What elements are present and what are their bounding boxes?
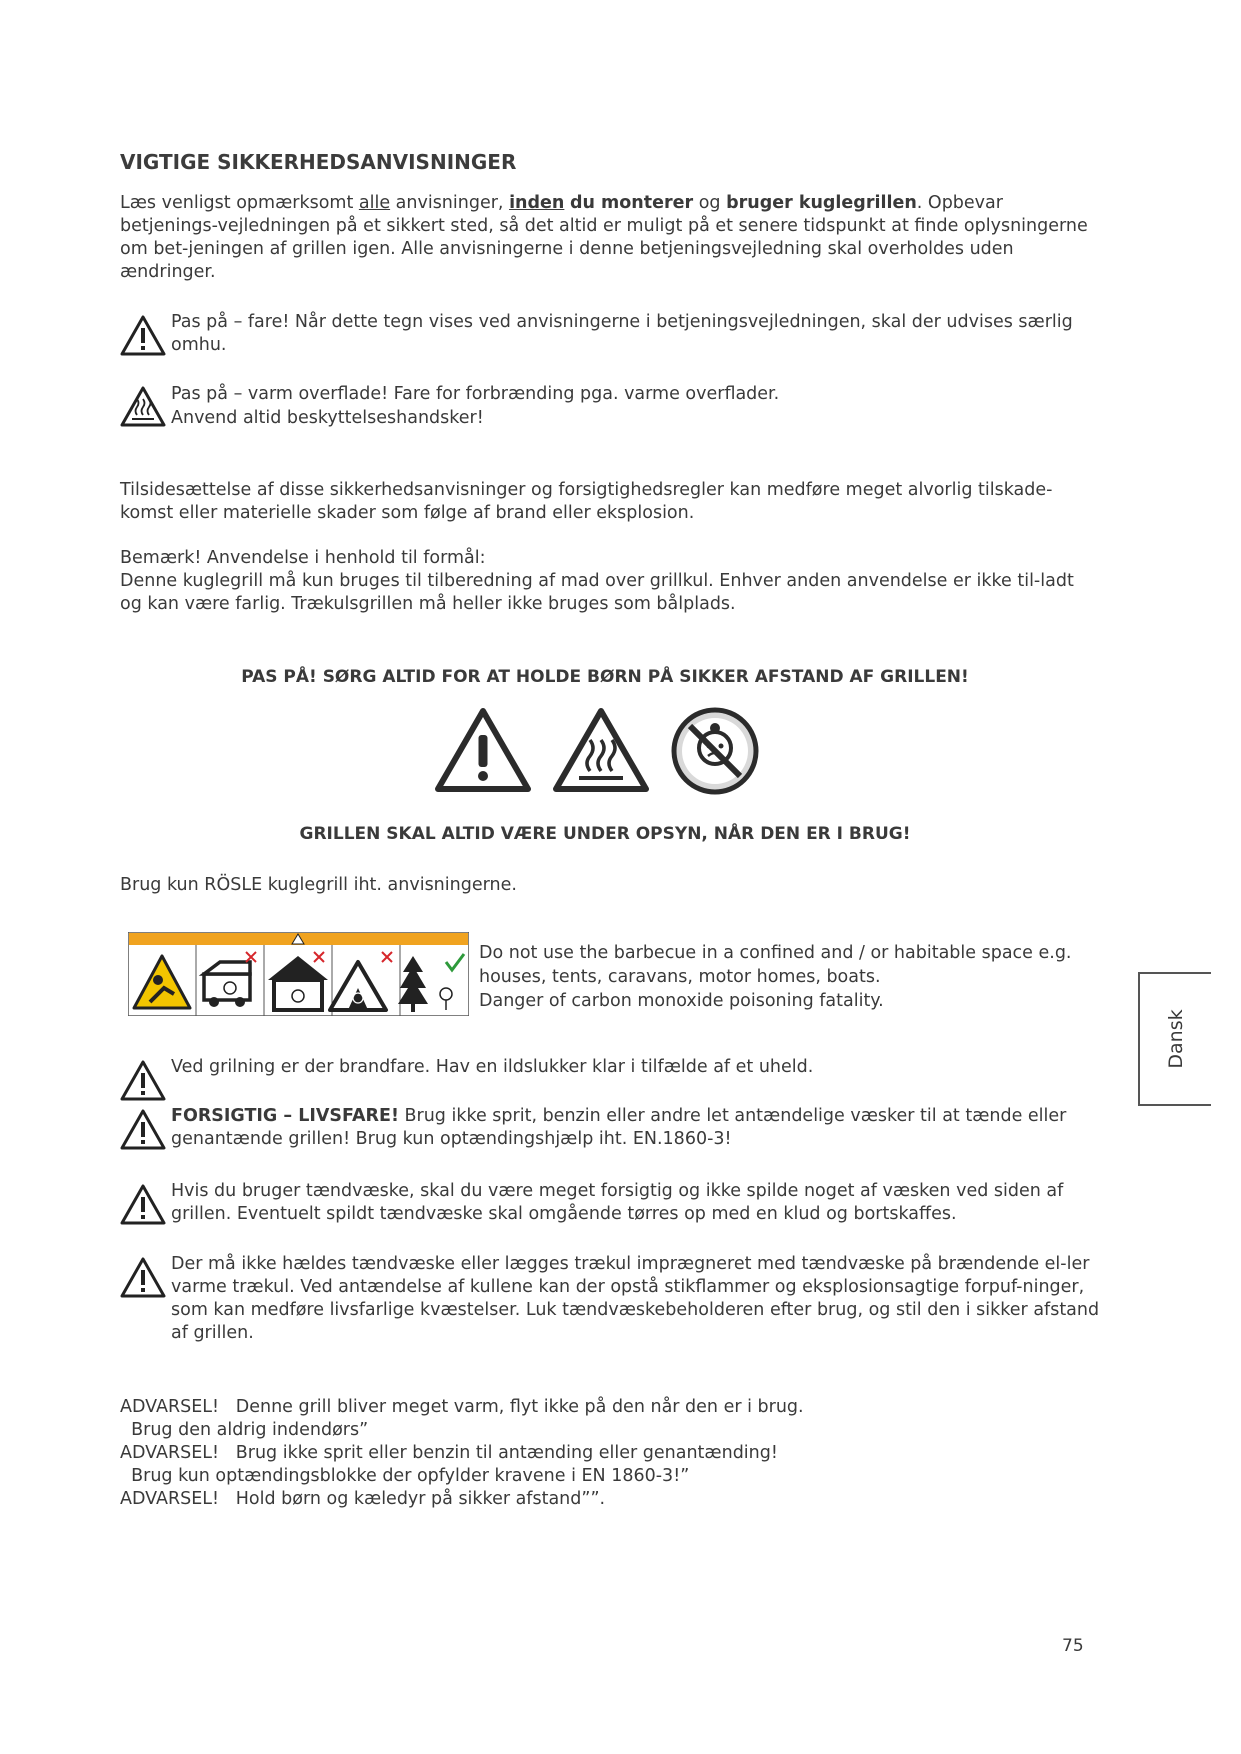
warning-line: Brug kun optændingsblokke der opfylder kravene i EN 1860-3!” — [120, 1466, 690, 1486]
warning-line: ADVARSEL! Hold børn og kæledyr på sikker afstand””. — [120, 1489, 606, 1509]
warning-triangle-icon — [120, 1108, 166, 1150]
warnings-block — [120, 1396, 1100, 1511]
hot-surface-icon — [120, 385, 166, 427]
no-indoor-use-icon — [128, 932, 469, 1016]
warning-triangle-icon — [433, 705, 533, 795]
page-title: VIGTIGE SIKKERHEDSANVISNINGER — [120, 150, 517, 174]
warning-triangle-icon — [120, 314, 166, 356]
page-number: 75 — [1062, 1636, 1084, 1656]
no-children-icon — [670, 706, 760, 796]
note-lighter-fluid: Hvis du bruger tændvæske, skal du være meget forsigtig og ikke spilde noget af væsken ved siden af grillen. Eventuelt spildt tændvæske skal omgående tørres op med en klud og bortskaffes. — [120, 1180, 1100, 1232]
warning-line: ADVARSEL! Brug ikke sprit eller benzin til antænding eller genantænding! — [120, 1443, 778, 1463]
neglect-paragraph: Tilsidesættelse af disse sikkerhedsanvisninger og forsigtighedsregler kan medføre meget alvorlig tilskade-komst eller materielle skader som følge af brand eller eksplosion. — [120, 480, 1053, 523]
note-no-pour: Der må ikke hældes tændvæske eller lægges trækul imprægneret med tændvæske på brændende el-ler varme trækul. Ved antændelse af kullene kan der opstå stikflammer og eksplosionsagtige forpuf-ninger, som kan medføre livsfarlige kvæstelser. Luk tændvæskebeholderen efter brug, og stil den i sikker afstand af grillen. — [120, 1253, 1100, 1353]
note-fire: Ved grilning er der brandfare. Hav en ildslukker klar i tilfælde af et uheld. — [120, 1056, 1100, 1100]
note-danger: Pas på – fare! Når dette tegn vises ved anvisningerne i betjeningsvejledningen, skal der udvises særlig omhu. — [120, 311, 1100, 363]
warning-triangle-icon — [120, 1183, 166, 1225]
intro-paragraph: Læs venligst opmærksomt alle anvisninger, inden du monterer og bruger kuglegrillen. Opbevar betjenings-vejledningen på et sikkert sted, så det altid er muligt på et senere tidspunkt at finde oplysningerne om bet-jeningen af grillen igen. Alle anvisningerne i denne betjeningsvejledning skal overholdes uden ændringer. — [120, 193, 1088, 282]
co-warning-text: Do not use the barbecue in a confined and / or habitable space e.g. houses, tents, caravans, motor homes, boats. Danger of carbon monoxide poisoning fatality. — [479, 943, 1072, 1011]
warning-line: Brug den aldrig indendørs” — [120, 1420, 369, 1440]
hot-surface-icon — [551, 705, 651, 795]
warning-triangle-icon — [120, 1256, 166, 1298]
warning-line: ADVARSEL! Denne grill bliver meget varm, flyt ikke på den når den er i brug. — [120, 1397, 804, 1417]
use-only-paragraph: Brug kun RÖSLE kuglegrill iht. anvisningerne. — [120, 875, 517, 895]
supervise-heading: GRILLEN SKAL ALTID VÆRE UNDER OPSYN, NÅR DEN ER I BRUG! — [299, 824, 911, 844]
children-heading: PAS PÅ! SØRG ALTID FOR AT HOLDE BØRN PÅ SIKKER AFSTAND AF GRILLEN! — [241, 667, 969, 687]
warning-triangle-icon — [120, 1059, 166, 1101]
note-hot-surface: Pas på – varm overflade! Fare for forbrænding pga. varme overflader. Anvend altid beskyttelseshandsker! — [120, 383, 1100, 435]
language-tab: Dansk — [1138, 972, 1211, 1106]
note-caution: FORSIGTIG – LIVSFARE! Brug ikke sprit, benzin eller andre let antændelige væsker til at tænde eller genantænde grillen! Brug kun optændingshjælp iht. EN.1860-3! — [120, 1105, 1100, 1157]
intended-use-paragraph: Bemærk! Anvendelse i henhold til formål: Denne kuglegrill må kun bruges til tilberedning af mad over grillkul. Enhver anden anvendelse er ikke til-ladt og kan være farlig. Trækulsgrillen må heller ikke bruges som bålplads. — [120, 548, 1074, 614]
